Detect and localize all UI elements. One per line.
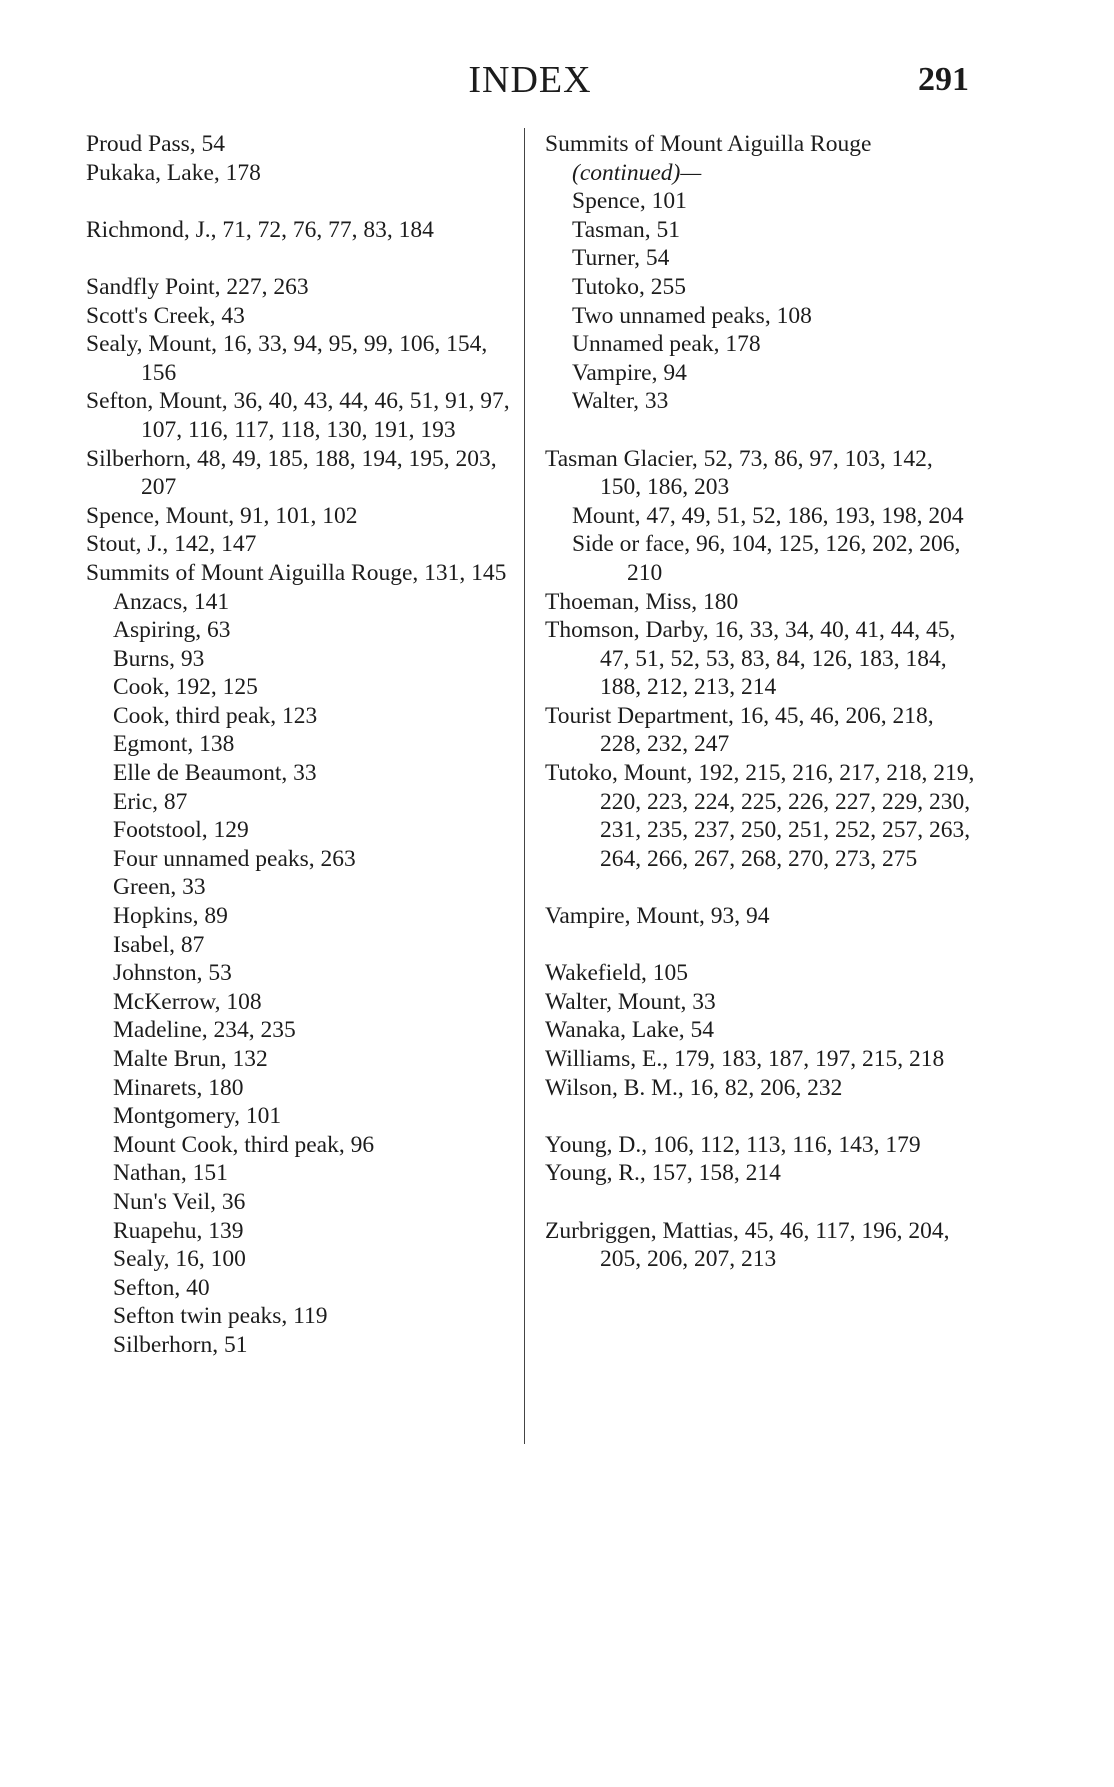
index-subentry: Eric, 87: [113, 788, 188, 815]
index-subentry: Silberhorn, 51: [113, 1331, 248, 1358]
index-subentry: Sefton twin peaks, 119: [113, 1303, 328, 1330]
index-subentry: Minarets, 180: [113, 1074, 244, 1101]
index-subentry: Vampire, 94: [572, 359, 687, 386]
index-subentry: Malte Brun, 132: [113, 1046, 268, 1072]
index-subentry: Johnston, 53: [113, 960, 232, 987]
index-subentry: Two unnamed peaks, 108: [572, 302, 812, 329]
continued-heading-text: Summits of Mount Aiguilla Rouge: [545, 131, 872, 157]
index-subentry: Isabel, 87: [113, 931, 205, 958]
index-entry: Summits of Mount Aiguilla Rouge, 131, 145: [86, 559, 507, 586]
index-entry: Thoeman, Miss, 180: [545, 588, 739, 615]
index-entry: Silberhorn, 48, 49, 185, 188, 194, 195, 203, 207: [86, 445, 497, 501]
index-entry: Richmond, J., 71, 72, 76, 77, 83, 184: [86, 216, 434, 243]
index-entry: Stout, J., 142, 147: [86, 531, 257, 558]
continued-label: (continued)—: [572, 159, 702, 186]
index-subentry: Aspiring, 63: [113, 617, 231, 644]
index-subentry: Hopkins, 89: [113, 903, 228, 930]
index-subentry: Nun's Veil, 36: [113, 1188, 246, 1215]
index-subentry: Burns, 93: [113, 645, 205, 672]
index-subentry: Cook, 192, 125: [113, 674, 258, 701]
index-subentry: Unnamed peak, 178: [572, 331, 761, 358]
index-subentry: Cook, third peak, 123: [113, 702, 318, 729]
index-subentry: McKerrow, 108: [113, 988, 262, 1015]
index-subentry: Four unnamed peaks, 263: [113, 845, 356, 872]
continued-heading: [545, 130, 975, 187]
index-entry: Thomson, Darby, 16, 33, 34, 40, 41, 44, 45, 47, 51, 52, 53, 83, 84, 126, 183, 184, 188, 212, 213, 214: [545, 617, 956, 701]
index-entry: Sealy, Mount, 16, 33, 94, 95, 99, 106, 154, 156: [86, 331, 488, 386]
index-entry: Wanaka, Lake, 54: [545, 1017, 715, 1044]
index-entry: Vampire, Mount, 93, 94: [545, 903, 770, 930]
index-subentry: Sealy, 16, 100: [113, 1246, 246, 1273]
index-entry: Tasman Glacier, 52, 73, 86, 97, 103, 142, 150, 186, 203: [545, 445, 933, 501]
index-subentry: Anzacs, 141: [113, 588, 230, 615]
index-entry: Proud Pass, 54: [86, 131, 226, 157]
index-entry: Young, D., 106, 112, 113, 116, 143, 179: [545, 1131, 921, 1158]
index-subentry: Green, 33: [113, 874, 206, 901]
index-entry: Tourist Department, 16, 45, 46, 206, 218, 228, 232, 247: [545, 702, 934, 758]
index-entry: Scott's Creek, 43: [86, 302, 245, 329]
index-subentry: Footstool, 129: [113, 817, 249, 844]
index-entry: Williams, E., 179, 183, 187, 197, 215, 218: [545, 1046, 945, 1072]
index-subentry: Madeline, 234, 235: [113, 1017, 296, 1044]
right-column: [545, 130, 975, 1274]
index-entry: Spence, Mount, 91, 101, 102: [86, 502, 358, 529]
index-entry: Wakefield, 105: [545, 960, 688, 987]
index-entry: Young, R., 157, 158, 214: [545, 1160, 781, 1187]
index-subentry: Ruapehu, 139: [113, 1217, 244, 1244]
left-column: [86, 130, 516, 1360]
index-entry: Sefton, Mount, 36, 40, 43, 44, 46, 51, 91, 97, 107, 116, 117, 118, 130, 191, 193: [86, 388, 510, 443]
index-subentry: Sefton, 40: [113, 1274, 210, 1301]
index-subentry: Egmont, 138: [113, 731, 235, 758]
index-subentry: Nathan, 151: [113, 1160, 228, 1187]
index-subentry: Montgomery, 101: [113, 1103, 282, 1130]
index-entry: Sandfly Point, 227, 263: [86, 273, 309, 300]
index-subentry: Side or face, 96, 104, 125, 126, 202, 206, 210: [572, 531, 961, 586]
page-title: INDEX: [468, 59, 592, 101]
index-subentry: Turner, 54: [572, 245, 670, 272]
index-subentry: Mount Cook, third peak, 96: [113, 1131, 375, 1158]
index-entry: Zurbriggen, Mattias, 45, 46, 117, 196, 204, 205, 206, 207, 213: [545, 1217, 950, 1273]
page-number: 291: [918, 61, 969, 98]
index-subentry: Walter, 33: [572, 388, 669, 415]
index-entry: Pukaka, Lake, 178: [86, 159, 261, 186]
index-subentry: Elle de Beaumont, 33: [113, 760, 317, 787]
index-entry: Walter, Mount, 33: [545, 988, 716, 1015]
index-subentry: Tasman, 51: [572, 216, 680, 243]
index-entry: Wilson, B. M., 16, 82, 206, 232: [545, 1074, 843, 1101]
index-subentry: Spence, 101: [572, 188, 687, 215]
right-entries: [545, 187, 975, 1274]
index-subentry: Mount, 47, 49, 51, 52, 186, 193, 198, 204: [572, 502, 964, 529]
column-divider: [524, 128, 525, 1444]
index-subentry: Tutoko, 255: [572, 273, 687, 300]
index-entry: Tutoko, Mount, 192, 215, 216, 217, 218, 219, 220, 223, 224, 225, 226, 227, 229, 230, 231, 235, 237, 250, 251, 252, 257, 263, 264, 266, 267, 268, 270, 273, 275: [545, 760, 975, 872]
